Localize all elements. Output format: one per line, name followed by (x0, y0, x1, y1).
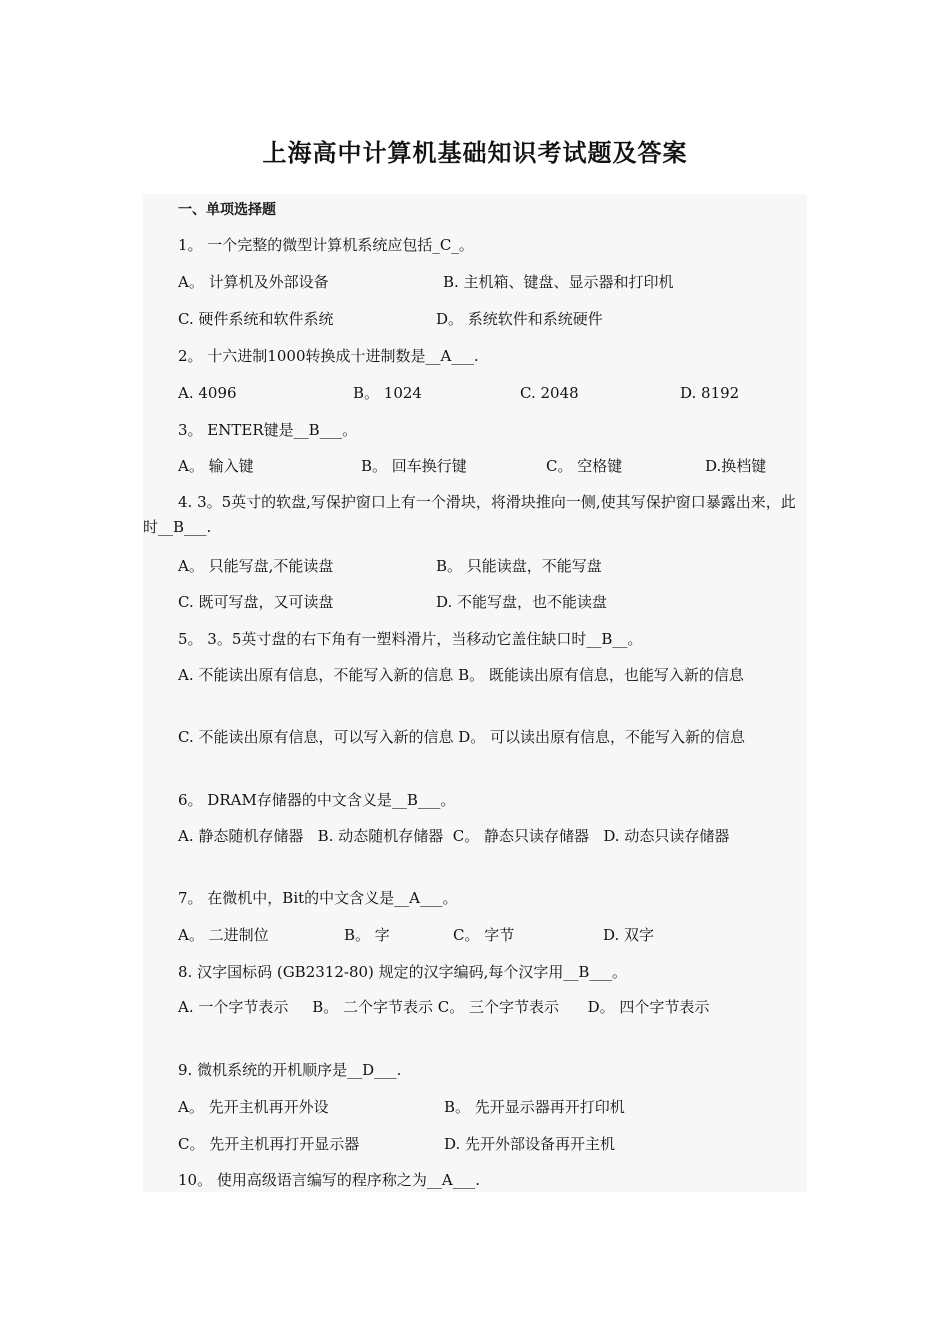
option-a: A。 二进制位 (178, 926, 269, 944)
option-a: A。 先开主机再开外设 (178, 1098, 329, 1116)
question-8: 8. 汉字国标码 (GB2312-80) 规定的汉字编码,每个汉字用__B___。 (178, 963, 627, 981)
question-3: 3。 ENTER键是__B___。 (178, 421, 358, 439)
options-row: A. 静态随机存储器 B. 动态随机存储器 C。 静态只读存储器 D. 动态只读存储器 (178, 827, 730, 845)
option-b: B。 只能读盘，不能写盘 (436, 557, 602, 575)
option-b: B。 回车换行键 (361, 457, 467, 475)
option-a: A。 计算机及外部设备 (178, 273, 329, 291)
option-d: D.换档键 (705, 457, 767, 475)
question-7: 7。 在微机中，Bit的中文含义是__A___。 (178, 889, 458, 907)
option-c: C. 既可写盘，又可读盘 (178, 593, 334, 611)
option-d: D。 系统软件和系统硬件 (436, 310, 603, 328)
section-heading: 一、单项选择题 (178, 202, 276, 218)
options-row: A. 一个字节表示 B。 二个字节表示 C。 三个字节表示 D。 四个字节表示 (178, 998, 710, 1016)
page-title: 上海高中计算机基础知识考试题及答案 (262, 139, 688, 167)
option-c: C。 先开主机再打开显示器 (178, 1135, 360, 1153)
option-c: C. 2048 (520, 384, 579, 402)
option-c: C. 硬件系统和软件系统 (178, 310, 334, 328)
option-a: A。 只能写盘,不能读盘 (178, 557, 334, 575)
option-c: C。 字节 (453, 926, 515, 944)
question-2: 2。 十六进制1000转换成十进制数是__A___. (178, 347, 479, 365)
option-d: D. 双字 (603, 926, 655, 944)
question-9: 9. 微机系统的开机顺序是__D___. (178, 1061, 402, 1079)
option-b: B。 1024 (353, 384, 422, 402)
question-5: 5。 3。5英寸盘的右下角有一塑料滑片，当移动它盖住缺口时__B__。 (178, 630, 643, 648)
option-d: D. 8192 (680, 384, 740, 402)
question-10: 10。 使用高级语言编写的程序称之为__A___. (178, 1171, 480, 1189)
question-1: 1。 一个完整的微型计算机系统应包括_C_。 (178, 236, 474, 254)
option-ab-row: A. 不能读出原有信息，不能写入新的信息 B。 既能读出原有信息，也能写入新的信息 (178, 666, 744, 684)
option-b: B. 主机箱、键盘、显示器和打印机 (443, 273, 674, 291)
option-b: B。 字 (344, 926, 390, 944)
option-d: D. 不能写盘，也不能读盘 (436, 593, 608, 611)
option-a: A. 4096 (178, 384, 237, 402)
question-4: 4. 3。5英寸的软盘,写保护窗口上有一个滑块，将滑块推向一侧,使其写保护窗口暴露出来，此时__B___. (143, 493, 796, 536)
question-6: 6。 DRAM存储器的中文含义是__B___。 (178, 791, 456, 809)
option-cd-row: C. 不能读出原有信息，可以写入新的信息 D。 可以读出原有信息，不能写入新的信息 (178, 728, 746, 746)
option-d: D. 先开外部设备再开主机 (444, 1135, 616, 1153)
option-b: B。 先开显示器再开打印机 (444, 1098, 625, 1116)
option-c: C。 空格键 (546, 457, 623, 475)
option-a: A。 输入键 (178, 457, 254, 475)
content-panel (143, 194, 807, 1192)
